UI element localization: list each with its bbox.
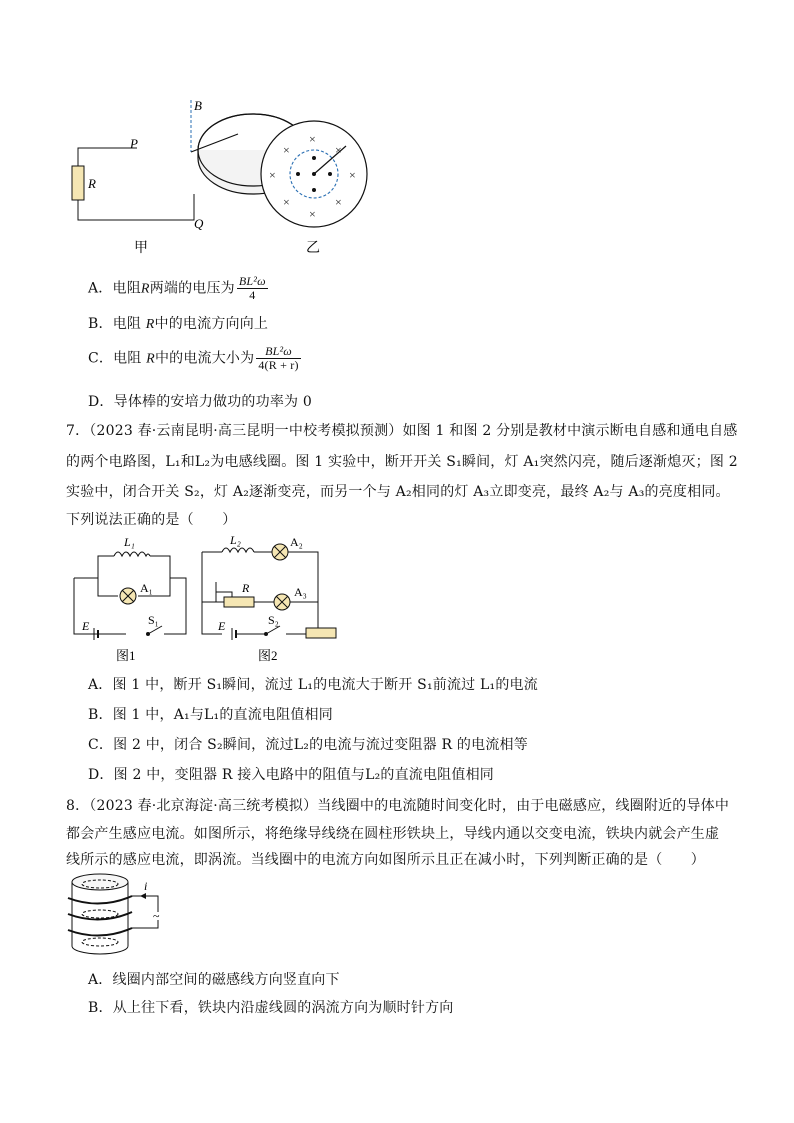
label-R2: R <box>242 581 250 595</box>
label-jia: 甲 <box>134 241 148 256</box>
svg-text:×: × <box>349 168 356 182</box>
label-S1: S₁ <box>148 613 159 627</box>
field-yi <box>261 121 367 227</box>
q6-option-c: C．电阻 R中的电流大小为 $\frac{\text{BL²ω}}{4(R + r)}$ <box>88 344 299 372</box>
q7-option-c: C．图 2 中，闭合 S₂瞬间，流过L₂的电流与流过变阻器 R 的电流相等 <box>88 737 528 753</box>
svg-text:×: × <box>335 143 342 157</box>
q8-option-a: A．线圈内部空间的磁感线方向竖直向下 <box>88 972 340 988</box>
label-E1: E <box>82 619 90 633</box>
caption-fig1: 图1 <box>116 648 136 663</box>
svg-text:×: × <box>309 132 316 146</box>
fraction-voltage: $\frac{\text{BL²ω}}{4}$ <box>238 274 266 302</box>
label-L1: L₁ <box>124 535 135 549</box>
q7-option-a: A．图 1 中，断开 S₁瞬间，流过 L₁的电流大于断开 S₁前流过 L₁的电流 <box>88 677 538 693</box>
q6-option-b: B．电阻 R中的电流方向向上 <box>88 316 269 332</box>
label-i: i <box>144 879 148 893</box>
q8-stem-line1: 8．（2023 春·北京海淀·高三统考模拟）当线圈中的电流随时间变化时，由于电磁感应，线圈附近的导体中 <box>66 798 730 814</box>
q7-option-b: B．图 1 中，A₁与L₁的直流电阻值相同 <box>88 707 333 723</box>
q7-stem-line2: 的两个电路图，L₁和L₂为电感线圈。图 1 实验中，断开开关 S₁瞬间，灯 A₁突然闪亮，随后逐渐熄灭；图 2 <box>66 454 738 470</box>
label-S2: S₂ <box>268 613 279 627</box>
q7-stem-line3: 实验中，闭合开关 S₂，灯 A₂逐渐变亮，而另一个与 A₂相同的灯 A₃立即变亮，最终 A₂与 A₃的亮度相同。 <box>66 484 730 500</box>
q7-stem-line1: 7．（2023 春·云南昆明·高三昆明一中校考模拟预测）如图 1 和图 2 分别是教材中演示断电自感和通电自感 <box>66 423 738 439</box>
figure-eddy-current-coil <box>66 870 186 960</box>
svg-text:×: × <box>269 168 276 182</box>
q7-stem-line4: 下列说法正确的是（ ） <box>66 512 237 528</box>
caption-fig2: 图2 <box>258 648 278 663</box>
q6-option-d: D．导体棒的安培力做功的功率为 0 <box>88 394 312 410</box>
label-A3: A₃ <box>294 585 307 599</box>
label-P: P <box>130 136 138 151</box>
label-E2: E <box>218 619 226 633</box>
svg-text:×: × <box>309 207 316 221</box>
q6-option-a: A．电阻R两端的电压为 $\frac{\text{BL²ω}}{4}$ <box>88 274 266 302</box>
label-L2: L₂ <box>230 533 241 547</box>
fraction-current: $\frac{\text{BL²ω}}{4(R + r)}$ <box>258 344 299 372</box>
q8-stem-line2: 都会产生感应电流。如图所示，将绝缘导线绕在圆柱形铁块上，导线内通以交变电流，铁块内就会产生虚 <box>66 826 720 842</box>
q7-option-d: D．图 2 中，变阻器 R 接入电路中的阻值与L₂的直流电阻值相同 <box>88 767 494 783</box>
circuit-fig1 <box>74 552 186 640</box>
q8-stem-line3: 线所示的感应电流，即涡流。当线圈中的电流方向如图所示且正在减小时，下列判断正确的是（ ） <box>66 852 705 868</box>
label-B: B <box>194 98 202 113</box>
q8-option-b: B．从上往下看，铁块内沿虚线圆的涡流方向为顺时针方向 <box>88 1000 454 1016</box>
figure-self-inductance-circuits <box>66 530 346 670</box>
label-A2: A₂ <box>290 535 303 549</box>
svg-text:×: × <box>335 195 342 209</box>
label-Q: Q <box>194 216 204 231</box>
figure-disk-generator <box>60 90 390 270</box>
svg-text:×: × <box>283 143 290 157</box>
svg-text:×: × <box>283 195 290 209</box>
label-yi: 乙 <box>306 241 320 256</box>
label-ac-source: ~ <box>153 909 160 923</box>
label-R-jia: R <box>88 176 96 191</box>
label-A1: A₁ <box>140 581 153 595</box>
